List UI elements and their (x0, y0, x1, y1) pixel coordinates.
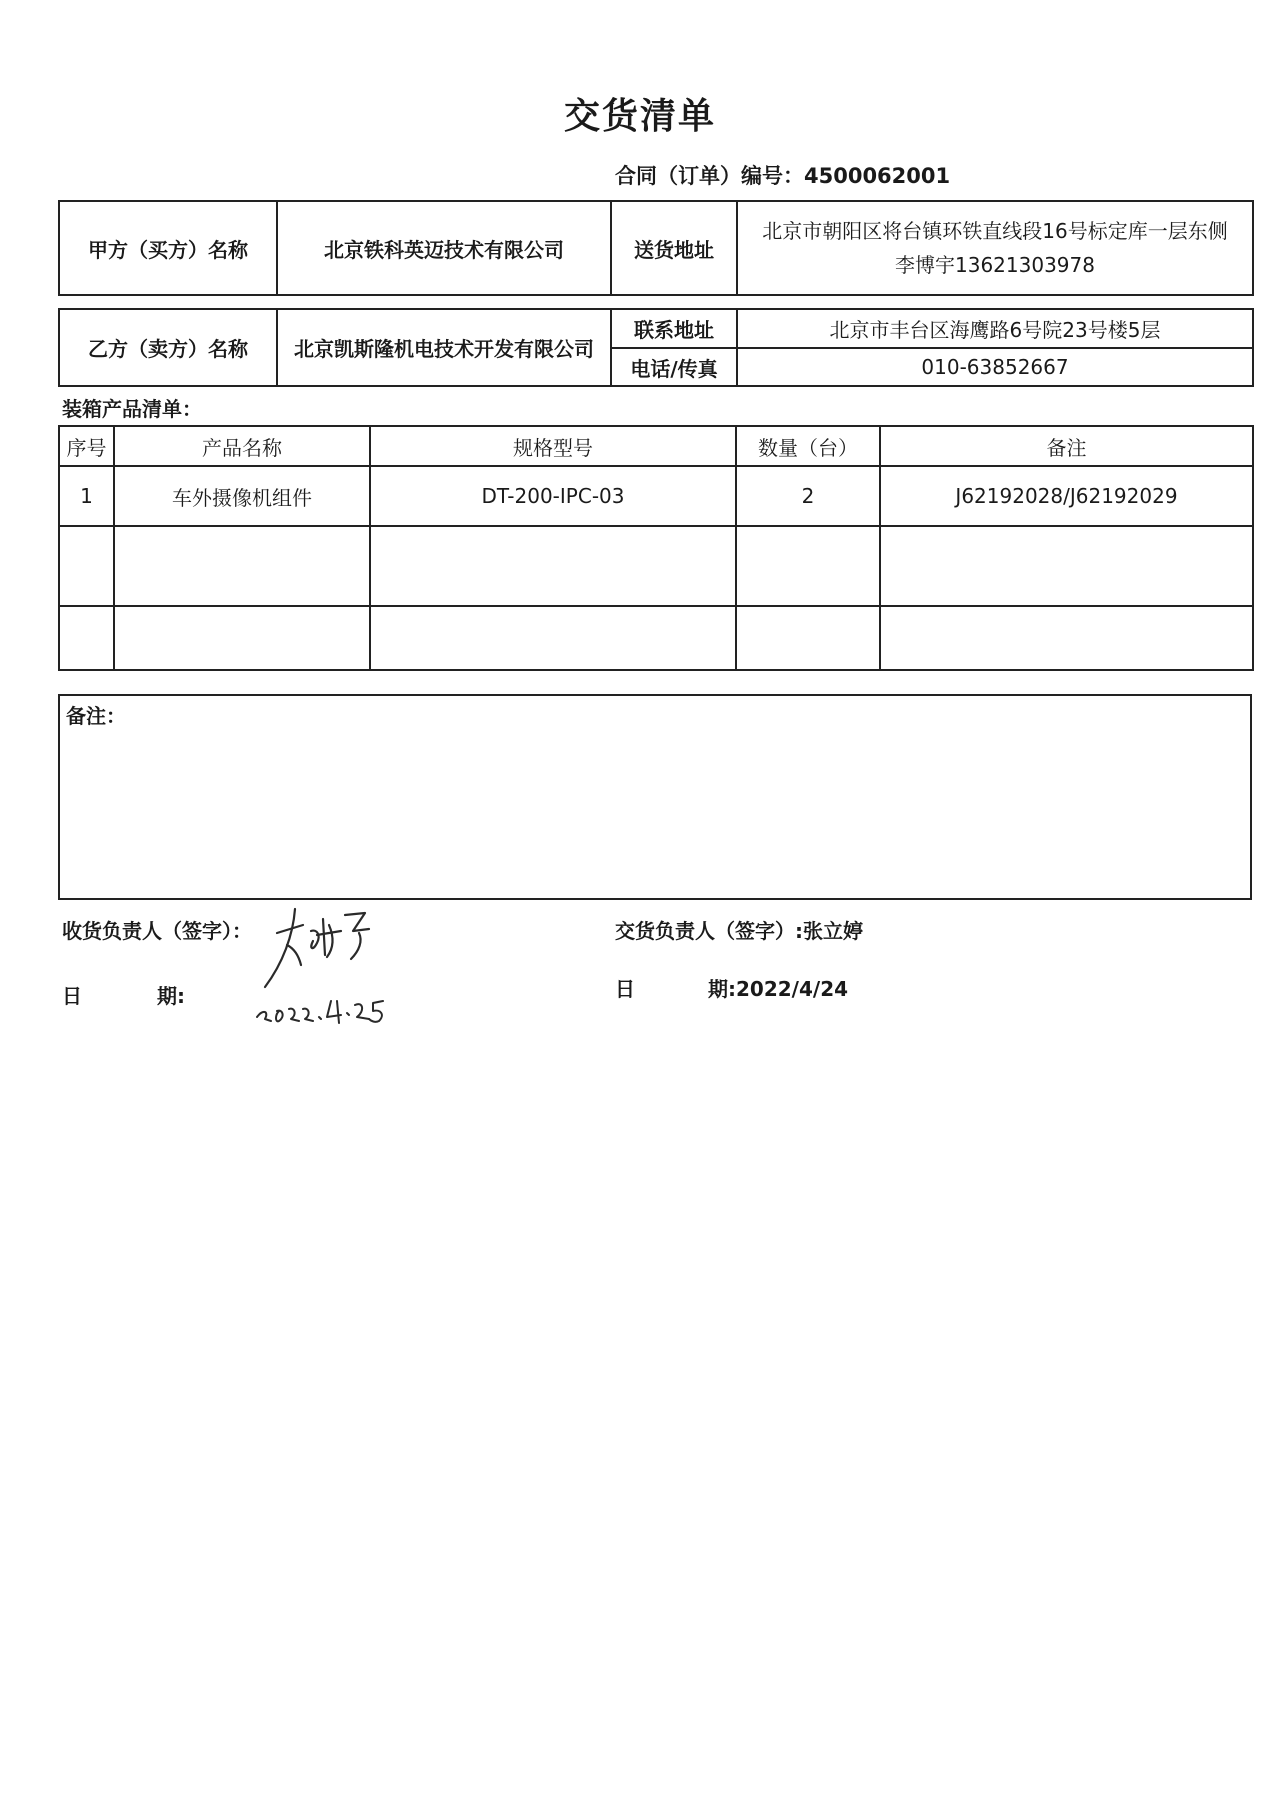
row-name (114, 606, 370, 670)
deliverer-signature-label: 交货负责人（签字）: (615, 919, 803, 943)
party-a-name: 北京铁科英迈技术有限公司 (277, 201, 611, 295)
contract-value: 4500062001 (804, 164, 951, 188)
contact-address-value: 北京市丰台区海鹰路6号院23号楼5层 (737, 309, 1253, 348)
deliverer-date-value: 2022/4/24 (736, 977, 849, 1001)
delivery-address-value (737, 201, 1253, 295)
row-remark (880, 526, 1253, 606)
deliverer-date-label-a: 日 (615, 977, 635, 1001)
contract-number (615, 160, 950, 190)
deliverer-signature (615, 915, 863, 944)
delivery-address-line2: 李博宇13621303978 (895, 253, 1095, 277)
phone-fax-label: 电话/传真 (611, 348, 737, 386)
delivery-address-line1: 北京市朝阳区将台镇环铁直线段16号标定库一层东侧 (762, 219, 1228, 243)
row-remark (880, 606, 1253, 670)
row-name: 车外摄像机组件 (114, 466, 370, 526)
header-remark: 备注 (880, 426, 1253, 466)
product-table-header (59, 426, 1253, 466)
row-seq: 1 (59, 466, 114, 526)
row-qty (736, 606, 880, 670)
header-qty: 数量（台） (736, 426, 880, 466)
header-model: 规格型号 (370, 426, 736, 466)
row-qty: 2 (736, 466, 880, 526)
phone-fax-value: 010-63852667 (737, 348, 1253, 386)
product-table (58, 425, 1254, 671)
contact-address-label: 联系地址 (611, 309, 737, 348)
receiver-signature-label: 收货负责人（签字）： (62, 919, 252, 943)
header-name: 产品名称 (114, 426, 370, 466)
header-seq: 序号 (59, 426, 114, 466)
notes-box (58, 694, 1252, 900)
contract-label: 合同（订单）编号： (615, 164, 804, 188)
row-model (370, 526, 736, 606)
party-a-label: 甲方（买方）名称 (59, 201, 277, 295)
receiver-date-label-b: 期: (157, 984, 185, 1008)
deliverer-date-label-b: 期: (708, 977, 736, 1001)
deliverer-name: 张立婷 (803, 919, 863, 943)
table-row (59, 606, 1253, 670)
notes-label: 备注： (66, 704, 126, 728)
party-b-label: 乙方（卖方）名称 (59, 309, 277, 386)
party-b-name: 北京凯斯隆机电技术开发有限公司 (277, 309, 611, 386)
table-row (59, 526, 1253, 606)
party-a-table (58, 200, 1254, 296)
row-model (370, 606, 736, 670)
handwritten-signature (255, 905, 415, 1035)
row-model: DT-200-IPC-03 (370, 466, 736, 526)
deliverer-date (708, 973, 848, 1002)
document-title: 交货清单 (563, 96, 716, 137)
product-list-label: 装箱产品清单： (62, 397, 202, 421)
receiver-date-label-a: 日 (62, 984, 82, 1008)
party-b-table (58, 308, 1254, 387)
row-seq (59, 526, 114, 606)
row-seq (59, 606, 114, 670)
row-qty (736, 526, 880, 606)
row-name (114, 526, 370, 606)
row-remark: J62192028/J62192029 (880, 466, 1253, 526)
table-row (59, 466, 1253, 526)
delivery-address-label: 送货地址 (611, 201, 737, 295)
